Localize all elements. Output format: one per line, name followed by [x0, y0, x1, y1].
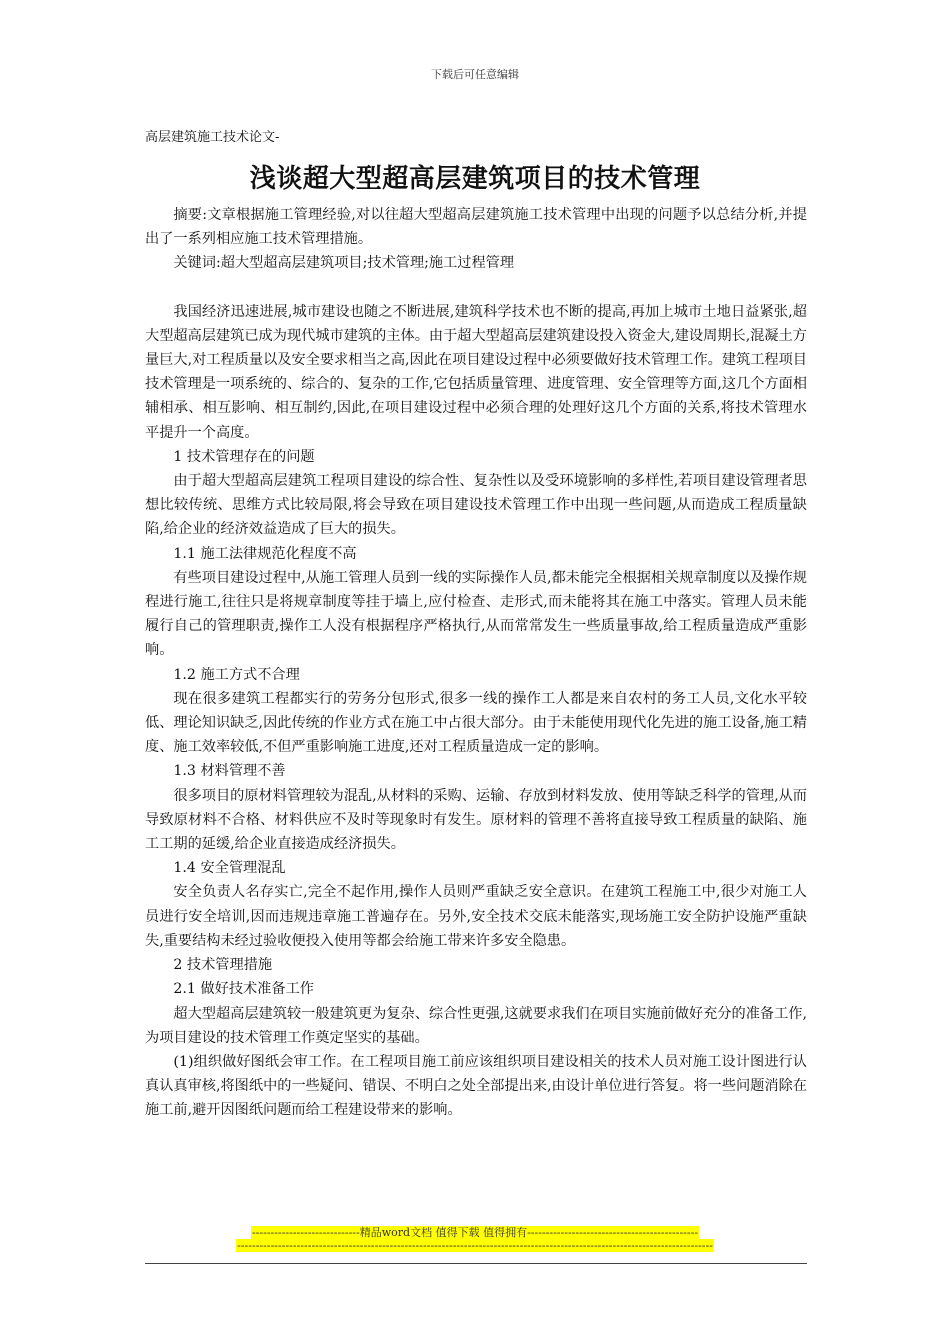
section-heading: 1.4 安全管理混乱	[173, 860, 286, 877]
footer-divider	[145, 1263, 807, 1264]
section-heading: 2.1 做好技术准备工作	[173, 981, 314, 998]
body-paragraph: (1)组织做好图纸会审工作。在工程项目施工前应该组织项目建设相关的技术人员对施工设计图进行认真认真审核,将图纸中的一些疑问、错误、不明白之处全部提出来,由设计单位进行答复。将一些问题消除在施工前,避开因图纸问题而给工程建设带来的影响。	[145, 1053, 807, 1119]
body-paragraph: 超大型超高层建筑较一般建筑更为复杂、综合性更强,这就要求我们在项目实施前做好充分的准备工作,为项目建设的技术管理工作奠定坚实的基础。	[145, 1005, 807, 1046]
intro-paragraph: 我国经济迅速进展,城市建设也随之不断进展,建筑科学技术也不断的提高,再加上城市土地日益紧张,超大型超高层建筑已成为现代城市建筑的主体。由于超大型超高层建筑建设投入资金大,建设周期长,混凝土方量巨大,对工程质量以及安全要求相当之高,因此在项目建设过程中必须要做好技术管理工作。建筑工程项目技术管理是一项系统的、综合的、复杂的工作,它包括质量管理、进度管理、安全管理等方面,这几个方面相辅相承、相互影响、相互制约,因此,在项目建设过程中必须合理的处理好这几个方面的关系,将技术管理水平提升一个高度。	[145, 303, 807, 441]
page-footer	[0, 1226, 950, 1252]
body-paragraph: 现在很多建筑工程都实行的劳务分包形式,很多一线的操作工人都是来自农村的务工人员,文化水平较低、理论知识缺乏,因此传统的作业方式在施工中占很大部分。由于未能使用现代化先进的施工设备,施工精度、施工效率较低,不但严重影响施工进度,还对工程质量造成一定的影响。	[145, 690, 807, 756]
section-heading: 1.2 施工方式不合理	[173, 666, 300, 683]
footer-banner-dashes: --------------------------------------------------------------------------------------------------------------------------------	[237, 1239, 713, 1252]
document-body	[145, 203, 807, 1123]
abstract-paragraph: 摘要:文章根据施工管理经验,对以往超大型超高层建筑施工技术管理中出现的问题予以总结分析,并提出了一系列相应施工技术管理措施。	[145, 207, 807, 248]
body-paragraph: 很多项目的原材料管理较为混乱,从材料的采购、运输、存放到材料发放、使用等缺乏科学的管理,从而导致原材料不合格、材料供应不及时等现象时有发生。原材料的管理不善将直接导致工程质量的缺陷、施工工期的延缓,给企业直接造成经济损失。	[145, 787, 807, 853]
body-paragraph: 由于超大型超高层建筑工程项目建设的综合性、复杂性以及受环境影响的多样性,若项目建设管理者思想比较传统、思维方式比较局限,将会导致在项目建设技术管理工作中出现一些问题,从而造成工程质量缺陷,给企业的经济效益造成了巨大的损失。	[145, 473, 807, 538]
footer-banner-line2	[0, 1239, 950, 1252]
body-paragraph: 有些项目建设过程中,从施工管理人员到一线的实际操作人员,都未能完全根据相关规章制度以及操作规程进行施工,往往只是将规章制度等挂于墙上,应付检查、走形式,而未能将其在施工中落实。管理人员未能履行自己的管理职责,操作工人没有根据程序严格执行,从而常常发生一些质量事故,给工程质量造成严重影响。	[145, 569, 807, 659]
document-title: 浅谈超大型超高层建筑项目的技术管理	[249, 164, 701, 194]
section-heading: 1.3 材料管理不善	[173, 763, 286, 780]
section-heading: 2 技术管理措施	[173, 957, 273, 974]
body-paragraph: 安全负责人名存实亡,完全不起作用,操作人员则严重缺乏安全意识。在建筑工程施工中,很少对施工人员进行安全培训,因而违规违章施工普遍存在。另外,安全技术交底未能落实,现场施工安全防护设施严重缺失,重要结构未经过验收便投入使用等都会给施工带来许多安全隐患。	[145, 884, 807, 949]
footer-banner-text: -----------------------------精品word文档 值得下载 值得拥有----------------------------------------------	[251, 1226, 699, 1239]
header-note: 下载后可任意编辑	[431, 68, 519, 81]
section-heading: 1 技术管理存在的问题	[173, 448, 315, 465]
keywords-paragraph: 关键词:超大型超高层建筑项目;技术管理;施工过程管理	[173, 255, 515, 272]
section-label: 高层建筑施工技术论文-	[145, 130, 280, 145]
section-heading: 1.1 施工法律规范化程度不高	[173, 545, 357, 562]
footer-banner-line1	[0, 1226, 950, 1239]
